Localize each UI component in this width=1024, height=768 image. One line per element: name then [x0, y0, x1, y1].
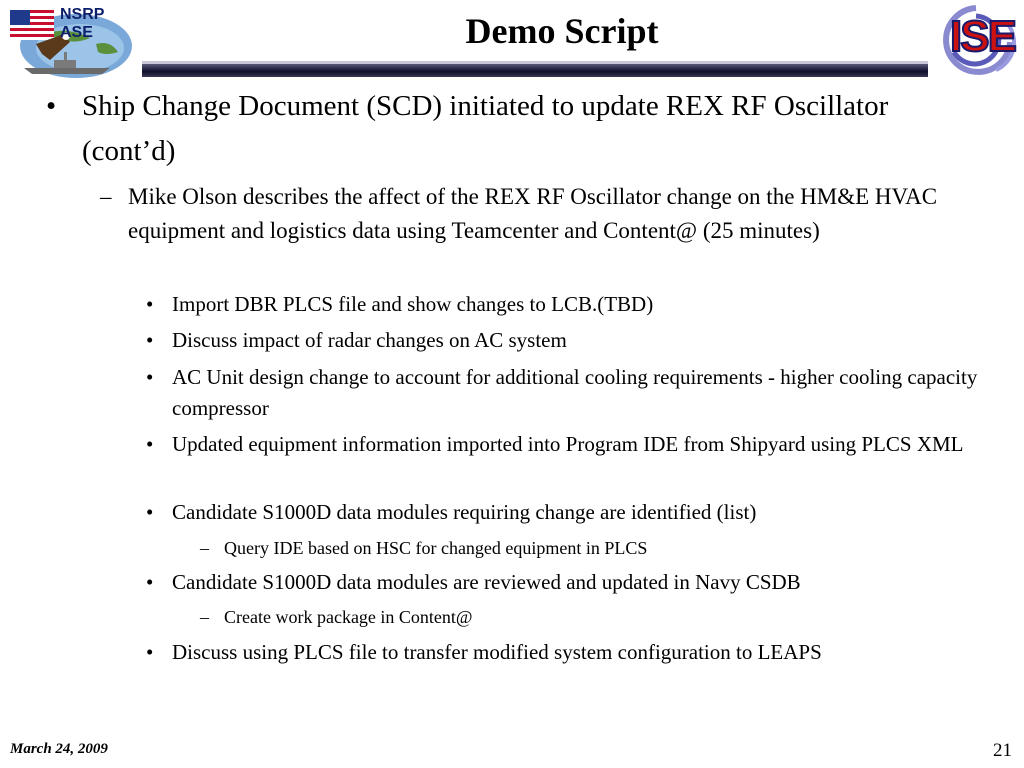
page-number: 21 — [993, 740, 1012, 761]
bullet-marker: – — [200, 607, 209, 627]
title-divider-bar — [142, 64, 928, 77]
bullet-marker: • — [146, 432, 154, 456]
bullet-marker: – — [100, 184, 112, 209]
logo-text: ISE — [950, 12, 1015, 61]
bullet-marker: • — [146, 500, 154, 524]
bullet-text: Candidate S1000D data modules requiring change are identified (list) — [172, 500, 757, 524]
bullet-marker: • — [146, 292, 154, 316]
bullet-marker: • — [146, 365, 154, 389]
bullet-marker: • — [146, 570, 154, 594]
bullet-text: Create work package in Content@ — [224, 607, 473, 627]
logo-text: NSRP ASE — [60, 6, 105, 41]
bullet-marker: • — [146, 328, 154, 352]
bullet-text: Ship Change Document (SCD) initiated to update REX RF Oscillator (cont’d) — [82, 90, 889, 167]
bullet-text: Candidate S1000D data modules are reviewed and updated in Navy CSDB — [172, 570, 801, 594]
bullet-text: Discuss impact of radar changes on AC system — [172, 328, 567, 352]
bullet-marker: – — [200, 538, 209, 558]
bullet-text: AC Unit design change to account for additional cooling requirements - higher cooling capacity compressor — [172, 365, 978, 420]
bullet-text: Mike Olson describes the affect of the REX RF Oscillator change on the HM&E HVAC equipment and logistics data using Teamcenter and Content@ (25 minutes) — [128, 184, 938, 243]
bullet-text: Query IDE based on HSC for changed equipment in PLCS — [224, 538, 648, 558]
nsrp-ase-logo — [6, 4, 134, 80]
bullet-text: Discuss using PLCS file to transfer modified system configuration to LEAPS — [172, 640, 822, 664]
ise-logo — [936, 2, 1020, 78]
footer-date: March 24, 2009 — [10, 741, 108, 757]
bullet-text: Import DBR PLCS file and show changes to LCB.(TBD) — [172, 292, 654, 316]
slide-title: Demo Script — [465, 11, 659, 51]
bullet-text: Updated equipment information imported into Program IDE from Shipyard using PLCS XML — [172, 432, 964, 456]
bullet-marker: • — [146, 640, 154, 664]
bullet-marker: • — [46, 90, 57, 122]
